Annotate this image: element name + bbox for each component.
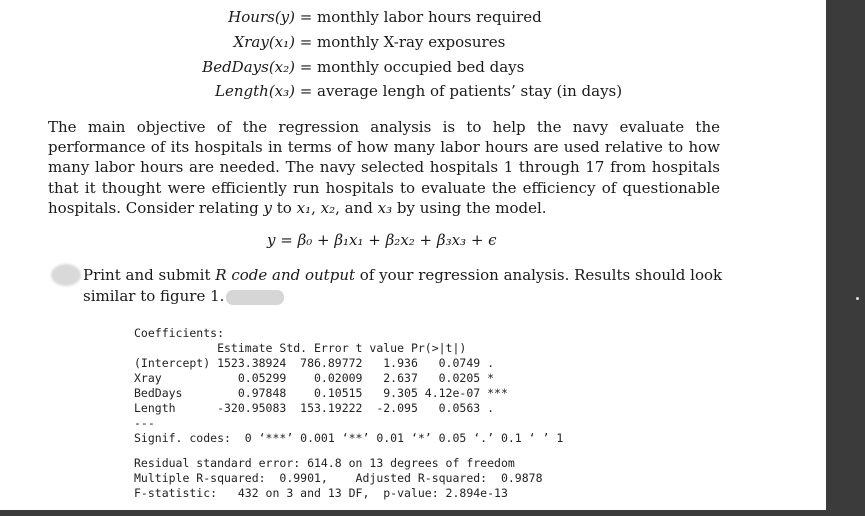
console-line: Coefficients: xyxy=(134,326,225,340)
console-line: F-statistic: 432 on 3 and 13 DF, p-value: 2.894e-13 xyxy=(134,486,508,500)
console-line: Xray 0.05299 0.02009 2.637 0.0205 * xyxy=(134,371,508,385)
definition-length xyxy=(120,82,622,100)
definition-xray xyxy=(120,33,505,51)
definition-lhs: Length(x₃) xyxy=(215,82,295,100)
viewer-side-panel xyxy=(826,0,865,516)
console-line: (Intercept) 1523.38924 786.89772 1.936 0.0749 . xyxy=(134,356,508,370)
console-line: --- xyxy=(134,416,155,430)
definition-lhs: BedDays(x₂) xyxy=(202,58,295,76)
definition-equals: = xyxy=(299,82,313,100)
var-x2: x₂ xyxy=(320,198,336,217)
definition-lhs: Xray(x₁) xyxy=(233,33,295,51)
definition-hours xyxy=(120,8,542,26)
definition-equals: = xyxy=(299,58,313,76)
var-y: y xyxy=(263,198,272,217)
definition-equals: = xyxy=(299,33,313,51)
paragraph-text: , xyxy=(311,198,321,217)
paragraph-text: The main objective of the regression analysis is to help the navy evaluate the performance of its hospitals in terms of how many labor hours are used relative to how many labor hours are needed. The navy selected hospitals 1 through 17 from hospitals that it thought were efficiently run hospitals to evaluate the efficiency of questionable hospitals. Consider relating xyxy=(48,118,720,217)
definition-rhs: monthly labor hours required xyxy=(317,8,542,26)
definition-beddays xyxy=(120,58,524,76)
model-equation-text: y = β₀ + β₁x₁ + β₂x₂ + β₃x₃ + ϵ xyxy=(267,231,497,249)
definition-lhs: Hours(y) xyxy=(228,8,295,26)
instruction-text xyxy=(83,265,723,307)
paragraph-text: and xyxy=(339,198,378,217)
console-line: BedDays 0.97848 0.10515 9.305 4.12e-07 *** xyxy=(134,386,508,400)
var-x1: x₁ xyxy=(296,198,312,217)
model-equation xyxy=(267,231,497,249)
scroll-indicator-dot[interactable] xyxy=(856,297,859,300)
instruction-emphasis: R code and output xyxy=(215,266,356,284)
paragraph-text: , xyxy=(335,198,340,217)
instruction-part: of your regression analysis. Results should look similar to figure 1. xyxy=(83,266,723,305)
definition-equals: = xyxy=(299,8,313,26)
objective-paragraph xyxy=(48,117,720,218)
console-line: Estimate Std. Error t value Pr(>|t|) xyxy=(134,341,495,355)
definition-rhs: average lengh of patients’ stay (in days) xyxy=(317,82,623,100)
definition-rhs: monthly occupied bed days xyxy=(317,58,525,76)
paragraph-text: by using the model. xyxy=(392,198,547,217)
console-line: Multiple R-squared: 0.9901, Adjusted R-squared: 0.9878 xyxy=(134,471,550,485)
console-line: Signif. codes: 0 ‘***’ 0.001 ‘**’ 0.01 ‘*’ 0.05 ‘.’ 0.1 ‘ ’ 1 xyxy=(134,431,564,445)
instruction-part: Print and submit xyxy=(83,266,216,284)
console-line: Length -320.95083 153.19222 -2.095 0.0563 . xyxy=(134,401,508,415)
var-x3: x₃ xyxy=(377,198,393,217)
console-line xyxy=(134,446,563,456)
console-line: Residual standard error: 614.8 on 13 degrees of freedom xyxy=(134,456,515,470)
paragraph-text: to xyxy=(272,198,297,217)
redacted-region xyxy=(226,290,284,305)
definition-rhs: monthly X-ray exposures xyxy=(317,33,506,51)
bullet-marker xyxy=(51,264,81,286)
viewer-bottom-edge xyxy=(0,510,826,516)
r-output-console xyxy=(134,326,563,501)
